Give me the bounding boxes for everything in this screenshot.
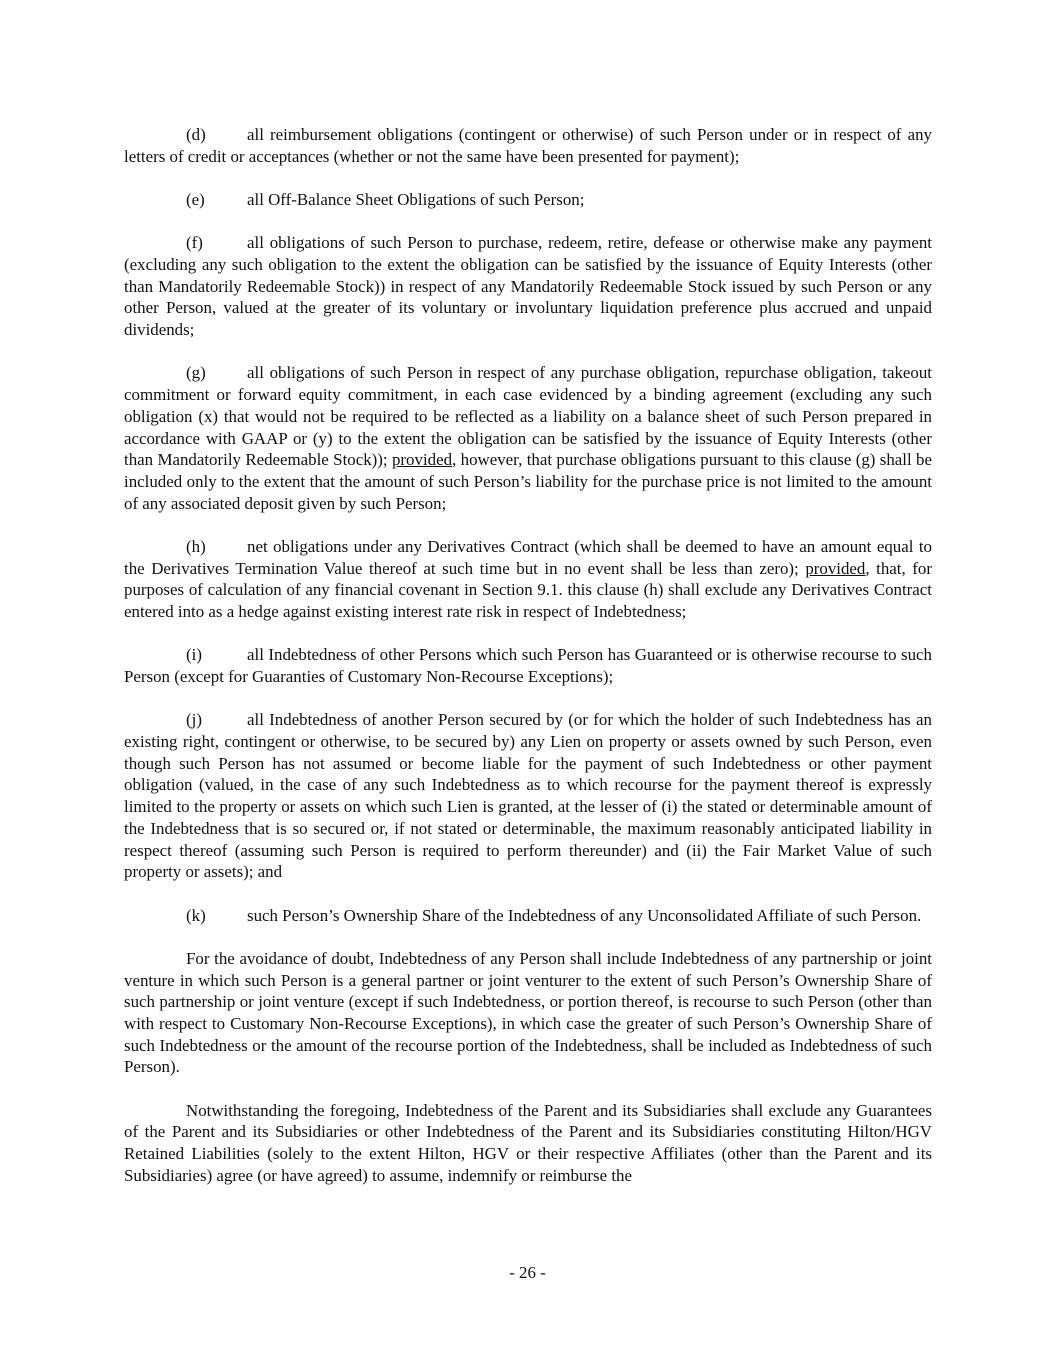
clause-text: all reimbursement obligations (contingent or otherwise) of such Person under or in respect of any letters of credit or acceptances (whether or not the same have been presented for payment); [124, 125, 932, 166]
avoidance-of-doubt-paragraph: For the avoidance of doubt, Indebtedness of any Person shall include Indebtedness of any partnership or joint venture in which such Person is a general partner or joint venturer to the extent of such Person’s Ownership Share of such partnership or joint venture (except if such Indebtedness, or portion thereof, is recourse to such Person (other than with respect to Customary Non-Recourse Exceptions), in which case the greater of such Person’s Ownership Share of such Indebtedness or the amount of the recourse portion of the Indebtedness, shall be included as Indebtedness of such Person). [124, 948, 932, 1077]
clause-label: (f) [186, 233, 203, 253]
clause-e [124, 189, 932, 211]
clause-text: all obligations of such Person to purchase, redeem, retire, defease or otherwise make any payment (excluding any such obligation to the extent the obligation can be satisfied by the issuance of Equity Interests (other than Mandatorily Redeemable Stock)) in respect of any Mandatorily Redeemable Stock issued by such Person or any other Person, valued at the greater of its voluntary or involuntary liquidation preference plus accrued and unpaid dividends; [124, 233, 932, 340]
notwithstanding-paragraph: Notwithstanding the foregoing, Indebtedness of the Parent and its Subsidiaries shall exclude any Guarantees of the Parent and its Subsidiaries or other Indebtedness of the Parent and its Subsidiaries constituting Hilton/HGV Retained Liabilities (solely to the extent Hilton, HGV or their respective Affiliates (other than the Parent and its Subsidiaries) agree (or have agreed) to assume, indemnify or reimburse the [124, 1100, 932, 1185]
clause-text: all Off-Balance Sheet Obligations of such Person; [247, 190, 585, 209]
document-page [124, 124, 932, 1208]
clause-text: net obligations under any Derivatives Contract (which shall be deemed to have an amount equal to the Derivatives Termination Value thereof at such time but in no event shall be less than zero); [124, 536, 932, 578]
clause-label: (e) [186, 190, 205, 209]
clause-label: (h) [186, 536, 206, 556]
provided-term: provided [391, 450, 453, 470]
clause-k [124, 905, 932, 927]
clause-label: (k) [186, 905, 206, 925]
clause-text: such Person’s Ownership Share of the Indebtedness of any Unconsolidated Affiliate of such Person. [247, 905, 922, 925]
clause-i [124, 644, 932, 687]
clause-label: (i) [186, 645, 202, 665]
clause-text-continued: , however, that purchase obligations pursuant to this clause (g) shall be included only to the extent that the amount of such Person’s liability for the purchase price is not limited to the amount of any associated deposit given by such Person; [124, 450, 932, 513]
provided-term: provided [805, 558, 866, 578]
clause-text-continued: , that, for purposes of calculation of any financial covenant in Section 9.1. this clause (h) shall exclude any Derivatives Contract entered into as a hedge against existing interest rate risk in respect of Indebtedness; [124, 558, 932, 622]
clause-text: all Indebtedness of other Persons which such Person has Guaranteed or is otherwise recourse to such Person (except for Guaranties of Customary Non-Recourse Exceptions); [124, 645, 932, 687]
clause-d [124, 124, 932, 167]
page-number: - 26 - [509, 1263, 546, 1282]
clause-h [124, 536, 932, 623]
clause-text: all obligations of such Person in respect of any purchase obligation, repurchase obligation, takeout commitment or forward equity commitment, in each case evidenced by a binding agreement (excluding any such obligation (x) that would not be required to be reflected as a liability on a balance sheet of such Person prepared in accordance with GAAP or (y) to the extent the obligation can be satisfied by the issuance of Equity Interests (other than Mandatorily Redeemable Stock)); [124, 363, 932, 470]
clause-text: all Indebtedness of another Person secured by (or for which the holder of such Indebtedness has an existing right, contingent or otherwise, to be secured by) any Lien on property or assets owned by such Person, even though such Person has not assumed or become liable for the payment of such Indebtedness or other payment obligation (valued, in the case of any such Indebtedness as to which recourse for the payment thereof is expressly limited to the property or assets on which such Lien is granted, at the lesser of (i) the stated or determinable amount of the Indebtedness that is so secured or, if not stated or determinable, the maximum reasonably anticipated liability in respect thereof (assuming such Person is required to perform thereunder) and (ii) the Fair Market Value of such property or assets); and [124, 710, 932, 882]
clause-label: (d) [186, 125, 206, 144]
clause-j [124, 709, 932, 883]
clause-label: (j) [186, 710, 202, 730]
clause-g [124, 362, 932, 514]
clause-f [124, 232, 932, 341]
clause-label: (g) [186, 363, 206, 383]
